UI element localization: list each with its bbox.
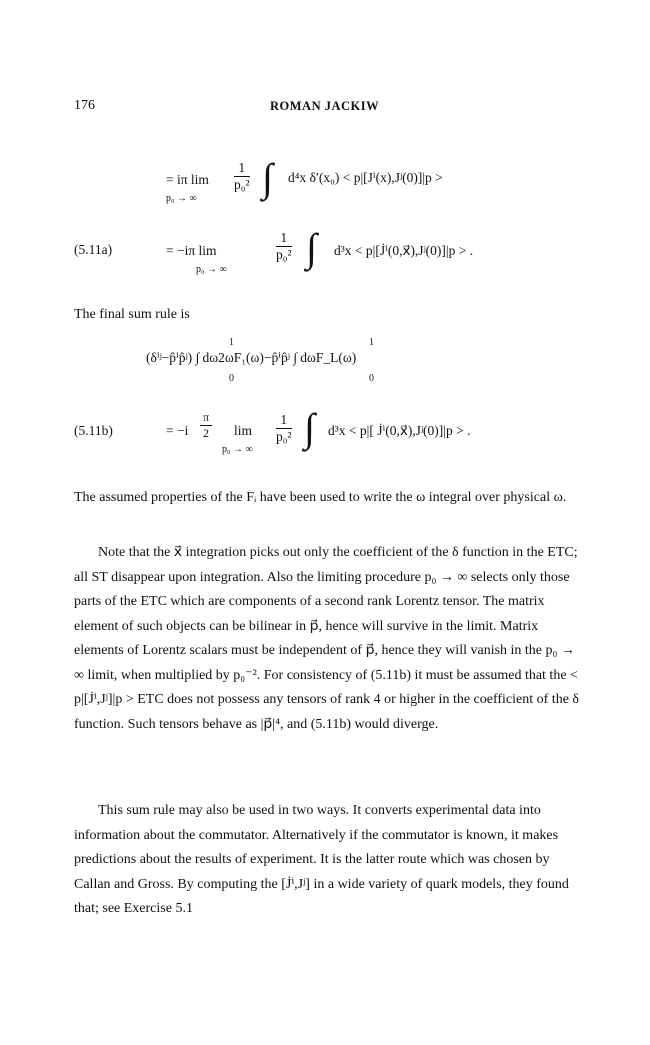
paragraph-text: The assumed properties of the Fᵢ have been used to write the ω integral over physical ω. (74, 490, 567, 505)
sumrule-lower-1: 0 (229, 373, 234, 384)
paragraph-text: This sum rule may also be used in two ways. It converts experimental data into information about the commutator. Alternatively if the commutator is known, it makes predictions about the results of experiment. It is the latter route which was chosen by Callan and Gross. By computing the [J̇ⁱ,Jʲ] in a wide variety of quark models, they found that; see Exercise 5.1 (74, 803, 569, 916)
eq511b-lim: lim (234, 423, 253, 438)
eq511a-frac-num: 1 (276, 230, 292, 247)
running-title: ROMAN JACKIW (270, 99, 380, 113)
sumrule-lhs: (δⁱʲ−p̂ⁱp̂ʲ) ∫ dω2ωF₁(ω)−p̂ⁱp̂ʲ ∫ dωF_L(ω) (146, 350, 357, 365)
eq511b-label: (5.11b) (74, 423, 113, 438)
integral-sign-icon: ∫ (306, 225, 317, 270)
integral-sign-icon: ∫ (304, 405, 315, 450)
eq511a-fraction (276, 230, 292, 263)
final-sum-rule-text: The final sum rule is (74, 307, 190, 322)
eq1-prefix: = iπ lim (166, 172, 209, 187)
eq511b-pi-num: π (200, 410, 212, 426)
eq511b-prefix: = −i (166, 423, 189, 438)
eq511b-limit: p₀ → ∞ (222, 444, 253, 455)
paragraph-text: Note that the x⃗ integration picks out only the coefficient of the δ function in the ETC; all ST disappear upon integration. Also the limiting procedure p₀ → ∞ selects only those parts of the ETC which are components of a second rank Lorentz tensor. The matrix element of such objects can be bilinear in p⃗, hence will survive in the limit. Matrix elements of Lorentz scalars must be independent of p⃗, hence they will vanish in the p₀ → ∞ limit, when multiplied by p₀⁻². For consistency of (5.11b) it must be assumed that the < p|[J̇ⁱ,Jʲ]|p > ETC does not possess any tensors of rank 4 or higher in the coefficient of the δ function. Such tensors behave as |p⃗|⁴, and (5.11b) would diverge. (74, 545, 580, 732)
eq511b-body: d³x < p|[ J̇ⁱ(0,x⃗),Jʲ(0)]|p > . (328, 423, 471, 438)
eq1-fraction (234, 160, 250, 193)
sumrule-upper-1: 1 (229, 337, 234, 348)
eq511a-frac-den: p₀² (276, 247, 292, 262)
paragraph-assumed-properties (74, 486, 584, 511)
eq511a-label: (5.11a) (74, 242, 113, 257)
eq511a-body: d³x < p|[J̇ⁱ(0,x⃗),Jʲ(0)]|p > . (334, 243, 474, 258)
sumrule-upper-2: 1 (369, 337, 374, 348)
eq511a-limit: p₀ → ∞ (196, 264, 227, 275)
eq1-body: d⁴x δ′(x₀) < p|[Jⁱ(x),Jʲ(0)]|p > (288, 170, 443, 185)
eq1-frac-den: p₀² (234, 177, 250, 192)
sumrule-lower-2: 0 (369, 373, 374, 384)
eq511b-pi-den: 2 (203, 426, 210, 440)
eq511b-pi-fraction (200, 410, 212, 441)
paragraph-note (74, 541, 584, 737)
eq1-limit: p₀ → ∞ (166, 193, 197, 204)
integral-sign-icon: ∫ (262, 155, 273, 200)
eq511a-prefix: = −iπ lim (166, 243, 217, 258)
eq511b-frac-den: p₀² (276, 429, 292, 444)
eq1-frac-num: 1 (234, 160, 250, 177)
eq511b-frac-num: 1 (276, 412, 292, 429)
page-number: 176 (74, 98, 95, 113)
paragraph-sum-rule-uses (74, 799, 584, 922)
eq511b-fraction (276, 412, 292, 445)
